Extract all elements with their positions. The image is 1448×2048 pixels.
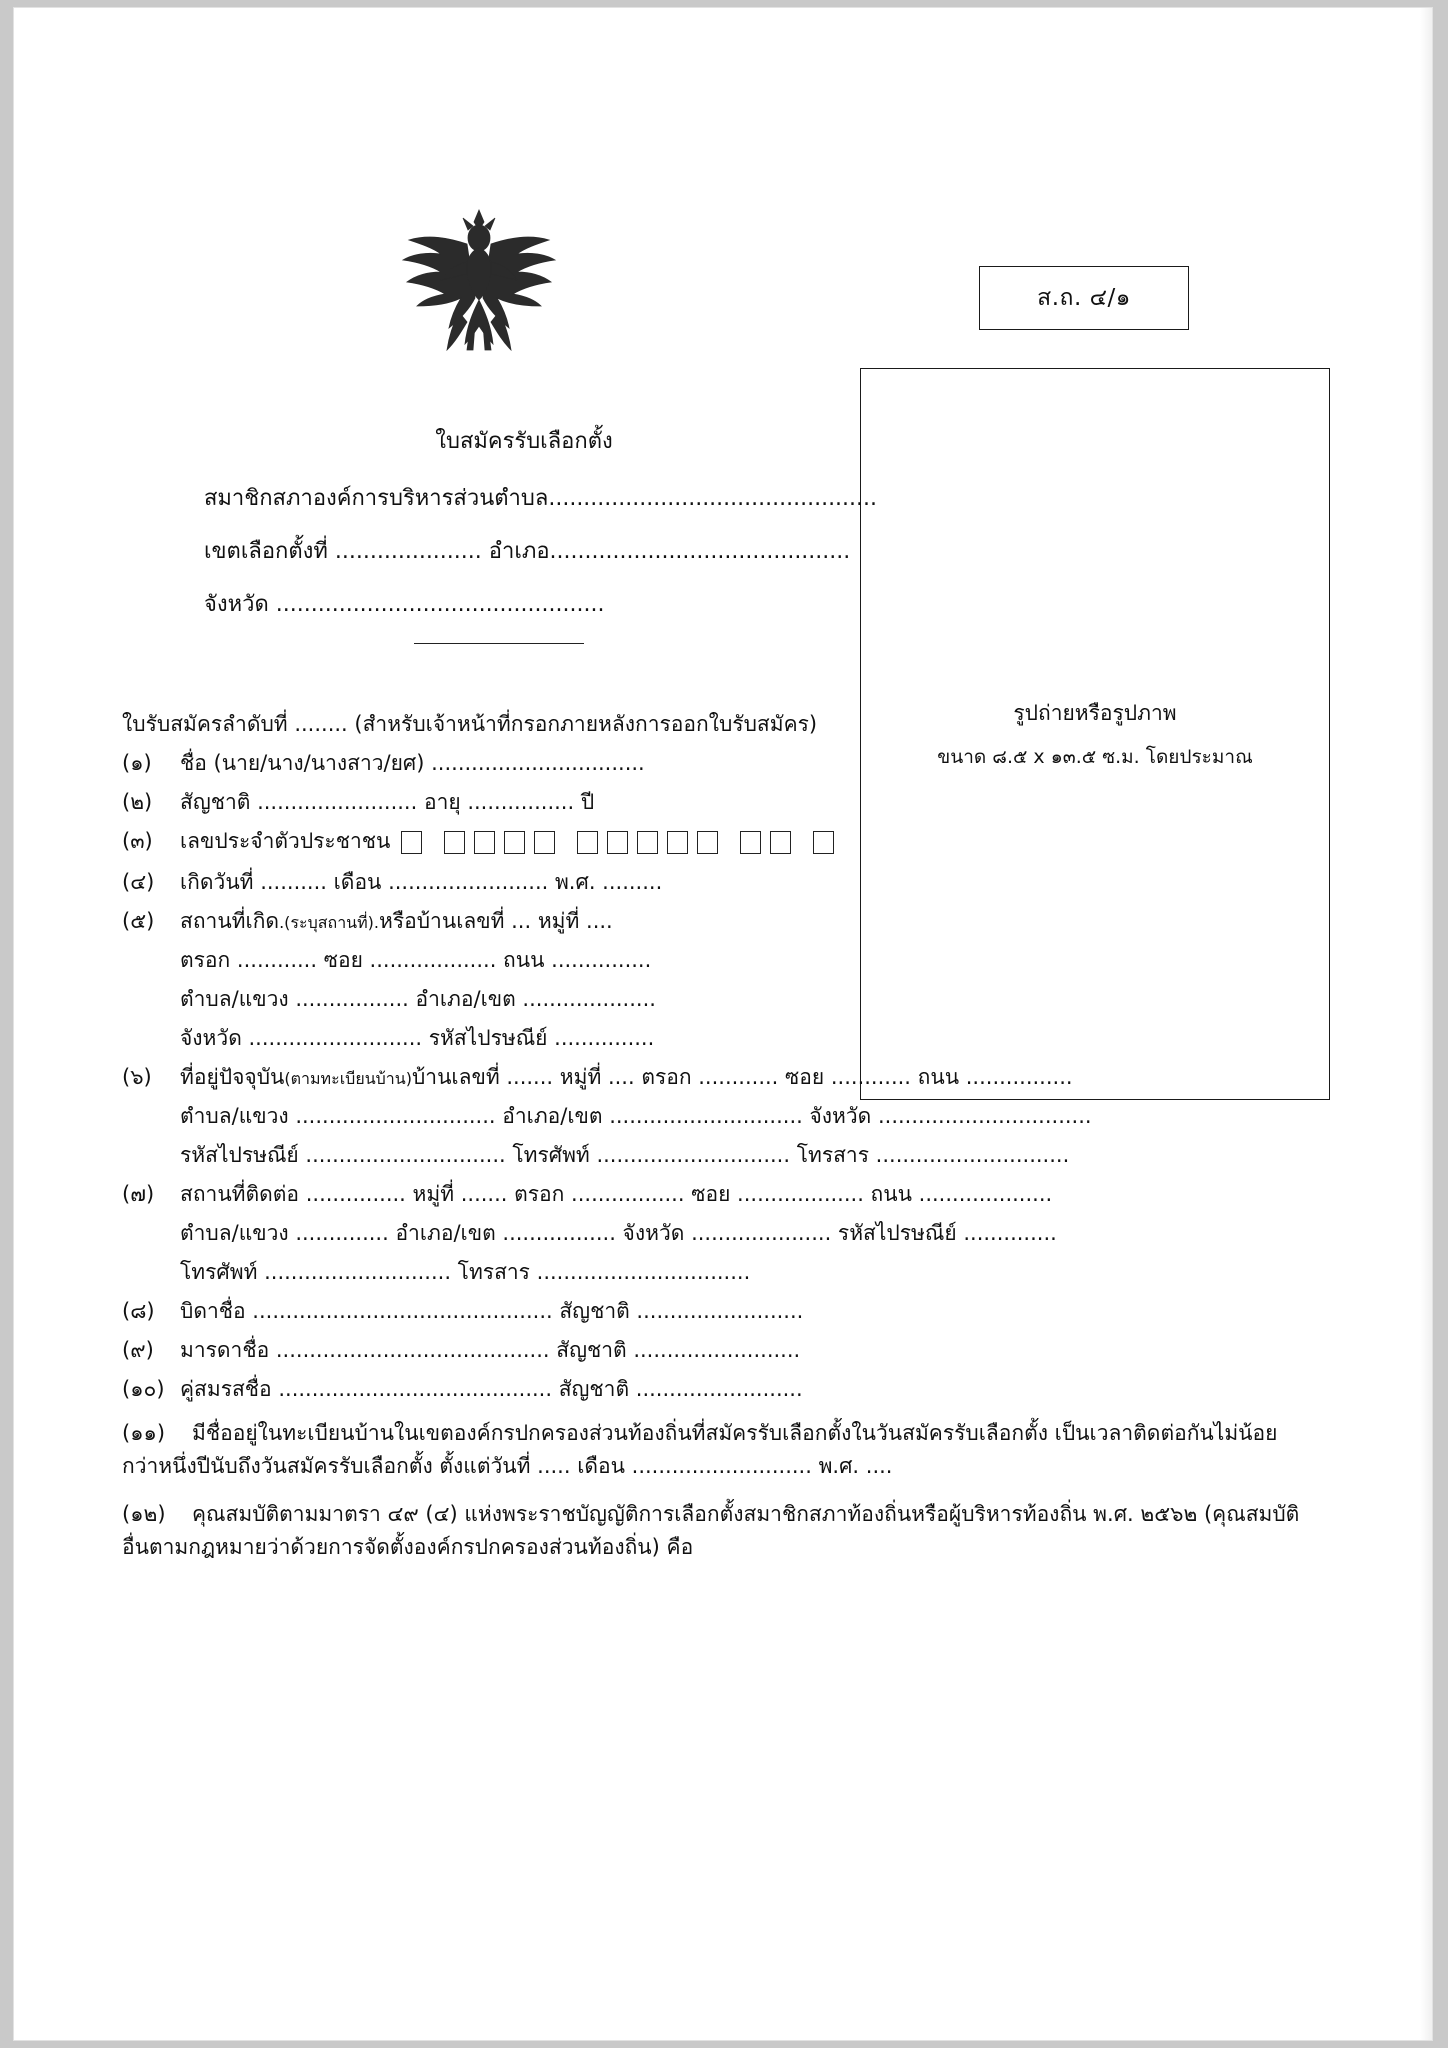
title-divider	[414, 643, 584, 644]
item-7-subline-1: ตำบล/แขวง .............. อำเภอ/เขต ................. จังหวัด ..................... รหัสไปรษณีย์ ..............	[180, 1221, 1057, 1246]
item-5	[122, 910, 1312, 932]
item-7-text: สถานที่ติดต่อ ............... หมู่ที่ ....... ตรอก ................. ซอย ................... ถนน ....................	[180, 1182, 1053, 1207]
photo-box-line1: รูปถ่ายหรือรูปภาพ	[1013, 700, 1177, 725]
item-9-text: มารดาชื่อ ......................................... สัญชาติ .........................	[180, 1338, 801, 1363]
id-box[interactable]	[740, 831, 761, 854]
id-box[interactable]	[504, 831, 525, 854]
id-box[interactable]	[534, 831, 555, 854]
item-6-subline-1: ตำบล/แขวง .............................. อำเภอ/เขต ............................. จังหวัด ................................	[180, 1103, 1092, 1128]
item-4	[122, 871, 1312, 893]
id-box[interactable]	[770, 831, 791, 854]
id-box[interactable]	[637, 831, 658, 854]
id-box[interactable]	[697, 831, 718, 854]
item-3-number: (๓)	[122, 829, 153, 854]
item-12-text: คุณสมบัติตามมาตรา ๔๙ (๔) แห่งพระราชบัญญัติการเลือกตั้งสมาชิกสภาท้องถิ่นหรือผู้บริหารท้องถิ่น พ.ศ. ๒๕๖๒ (คุณสมบัติอื่นตามกฎหมายว่าด้วยการจัดตั้งองค์กรปกครองส่วนท้องถิ่น) คือ	[122, 1502, 1300, 1559]
item-6-subline-2: รหัสไปรษณีย์ .............................. โทรศัพท์ ............................. โทรสาร .............................	[180, 1142, 1070, 1167]
item-4-text: เกิดวันที่ .......... เดือน ........................ พ.ศ. .........	[180, 869, 663, 894]
id-group-3	[577, 831, 718, 854]
item-3-text: เลขประจำตัวประชาชน	[180, 829, 391, 854]
photo-box-line2: ขนาด ๘.๕ x ๑๓.๕ ซ.ม. โดยประมาณ	[937, 745, 1253, 768]
national-id-boxes	[401, 831, 847, 854]
id-group-1	[401, 831, 422, 854]
id-box[interactable]	[577, 831, 598, 854]
receipt-number-line: ใบรับสมัครลำดับที่ ........ (สำหรับเจ้าหน้าที่กรอกภายหลังการออกใบรับสมัคร)	[122, 712, 818, 736]
id-box[interactable]	[401, 831, 422, 854]
item-1	[122, 752, 1312, 774]
item-5-subline-1: ตรอก ............ ซอย ................... ถนน ...............	[180, 947, 652, 972]
item-5-subline-3: จังหวัด .......................... รหัสไปรษณีย์ ...............	[180, 1025, 655, 1050]
item-5-number: (๕)	[122, 908, 155, 933]
item-9-number: (๙)	[122, 1338, 154, 1363]
item-6-text-small: (ตามทะเบียนบ้าน)	[284, 1068, 412, 1088]
item-1-text: ชื่อ (นาย/นาง/นางสาว/ยศ) ................................	[180, 751, 645, 776]
item-1-number: (๑)	[122, 751, 152, 776]
item-5-text-post: หรือบ้านเลขที่ ... หมู่ที่ ....	[378, 908, 613, 933]
item-8-number: (๘)	[122, 1299, 155, 1324]
title-line-district: เขตเลือกตั้งที่ ..................... อำเภอ...........................................	[204, 539, 851, 564]
item-6-text-post: บ้านเลขที่ ....... หมู่ที่ .... ตรอก ............ ซอย ............ ถนน ................	[411, 1064, 1073, 1089]
item-11-text: มีชื่ออยู่ในทะเบียนบ้านในเขตองค์กรปกครองส่วนท้องถิ่นที่สมัครรับเลือกตั้งในวันสมัครรับเลือกตั้ง เป็นเวลาติดต่อกันไม่น้อยกว่าหนึ่งปีนับถึงวันสมัครรับเลือกตั้ง ตั้งแต่วันที่ ..... เดือน ........................... พ.ศ. ....	[122, 1421, 1278, 1478]
form-code-box	[979, 266, 1189, 330]
item-6	[122, 1066, 1312, 1088]
id-group-2	[444, 831, 555, 854]
item-12	[122, 1498, 1312, 1563]
item-2	[122, 791, 1312, 813]
item-3	[122, 830, 1312, 854]
item-7-subline-2: โทรศัพท์ ............................ โทรสาร ................................	[180, 1260, 751, 1285]
item-2-number: (๒)	[122, 790, 153, 815]
id-box[interactable]	[667, 831, 688, 854]
document-page	[14, 8, 1432, 2040]
item-5-subline-2: ตำบล/แขวง ................. อำเภอ/เขต ....................	[180, 986, 656, 1011]
item-8-text: บิดาชื่อ ............................................. สัญชาติ .........................	[180, 1299, 804, 1324]
item-6-number: (๖)	[122, 1064, 152, 1089]
item-5-text-small: .(ระบุสถานที่).	[279, 912, 379, 932]
id-group-4	[740, 831, 791, 854]
id-box[interactable]	[813, 831, 834, 854]
id-box[interactable]	[474, 831, 495, 854]
item-6-text-pre: ที่อยู่ปัจจุบัน	[180, 1064, 285, 1089]
item-11	[122, 1417, 1312, 1482]
item-7	[122, 1183, 1312, 1205]
item-2-text: สัญชาติ ........................ อายุ ................ ปี	[180, 790, 595, 815]
item-8	[122, 1300, 1312, 1322]
id-box[interactable]	[607, 831, 628, 854]
title-line-province: จังหวัด ...............................................	[204, 592, 605, 617]
id-box[interactable]	[444, 831, 465, 854]
form-body	[122, 713, 1312, 1579]
item-11-number: (๑๑)	[122, 1421, 166, 1446]
title-block	[114, 423, 878, 644]
item-4-number: (๔)	[122, 869, 155, 894]
item-10	[122, 1378, 1312, 1400]
item-9	[122, 1339, 1312, 1361]
item-10-number: (๑๐)	[122, 1377, 165, 1402]
item-12-number: (๑๒)	[122, 1502, 166, 1527]
title-line-council: สมาชิกสภาองค์การบริหารส่วนตำบล...............................................	[204, 486, 878, 511]
item-10-text: คู่สมรสชื่อ ......................................... สัญชาติ .........................	[180, 1377, 803, 1402]
form-code-label: ส.ถ. ๔/๑	[1037, 285, 1131, 311]
item-7-number: (๗)	[122, 1182, 155, 1207]
id-group-5	[813, 831, 834, 854]
document-title: ใบสมัครรับเลือกตั้ง	[435, 429, 613, 454]
garuda-emblem	[389, 200, 569, 375]
item-5-text-pre: สถานที่เกิด	[180, 908, 280, 933]
